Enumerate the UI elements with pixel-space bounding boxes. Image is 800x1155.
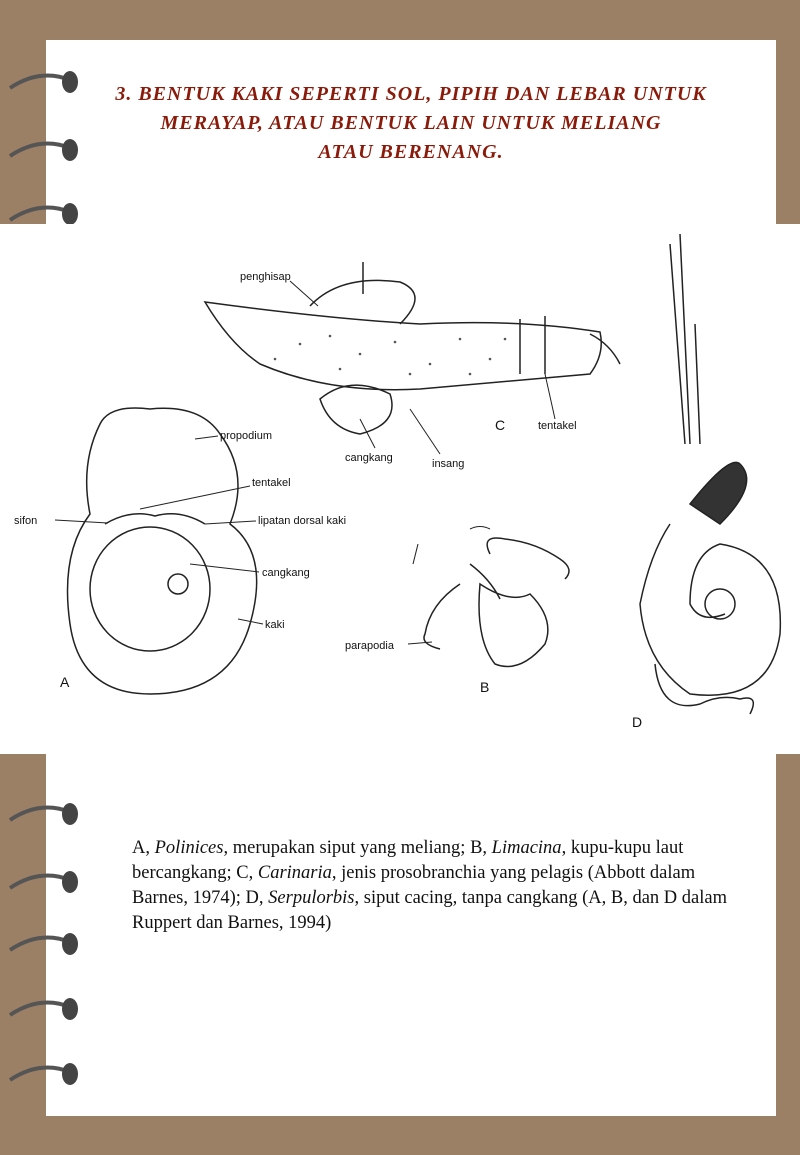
figure-letter-b: B [480,679,490,695]
caption-name-polinices: Polinices [154,838,224,858]
carinaria-drawing [205,262,620,434]
caption-name-carinaria: Carinaria [257,863,332,883]
serpulorbis-drawing [640,234,780,714]
label-tentakel-c: tentakel [538,420,577,432]
caption-part-2: , merupakan siput yang meliang; B, [223,838,492,858]
caption-part-4: , jenis prosobranchia yang pelagis (Abbott dalam Barnes, 1974); D, [132,863,696,908]
title-line-3: ATAU BERENANG. [318,141,504,163]
label-sifon: sifon [14,515,38,527]
caption-part-5: , siput cacing, tanpa cangkang (A, B, dan D dalam Ruppert dan Barnes, 1994) [132,888,727,933]
label-kaki: kaki [265,619,285,631]
caption-part-1: A, [132,838,155,858]
limacina-drawing [424,538,569,667]
caption-name-serpulorbis: Serpulorbis [268,888,355,908]
caption-part-3: , kupu-kupu laut bercangkang; C, [132,838,684,883]
label-insang: insang [432,458,465,470]
label-penghisap: penghisap [240,271,291,283]
caption-name-limacina: Limacina [491,838,562,858]
label-cangkang-c: cangkang [345,452,393,464]
gastropod-foot-figure [0,224,800,754]
title-line-2: MERAYAP, ATAU BENTUK LAIN UNTUK MELIANG [160,112,662,134]
spiral-ring-icon [0,790,90,838]
figure-letter-c: C [495,417,506,433]
page-title [46,80,776,167]
spiral-ring-icon [0,985,90,1033]
figure-letter-d: D [632,714,643,730]
label-lipatan-dorsal-kaki: lipatan dorsal kaki [258,515,347,527]
spiral-ring-icon [0,1050,90,1098]
label-propodium: propodium [220,430,272,442]
polinices-drawing [68,408,257,694]
figure-letter-a: A [60,674,70,690]
label-cangkang-a: cangkang [262,567,310,579]
label-tentakel-a: tentakel [252,477,291,489]
spiral-ring-icon [0,920,90,968]
label-parapodia: parapodia [345,640,394,652]
title-line-1: 3. BENTUK KAKI SEPERTI SOL, PIPIH DAN LEBAR UNTUK [115,83,707,105]
spiral-ring-icon [0,858,90,906]
figure-illustration [0,224,800,754]
figure-caption [132,836,732,936]
